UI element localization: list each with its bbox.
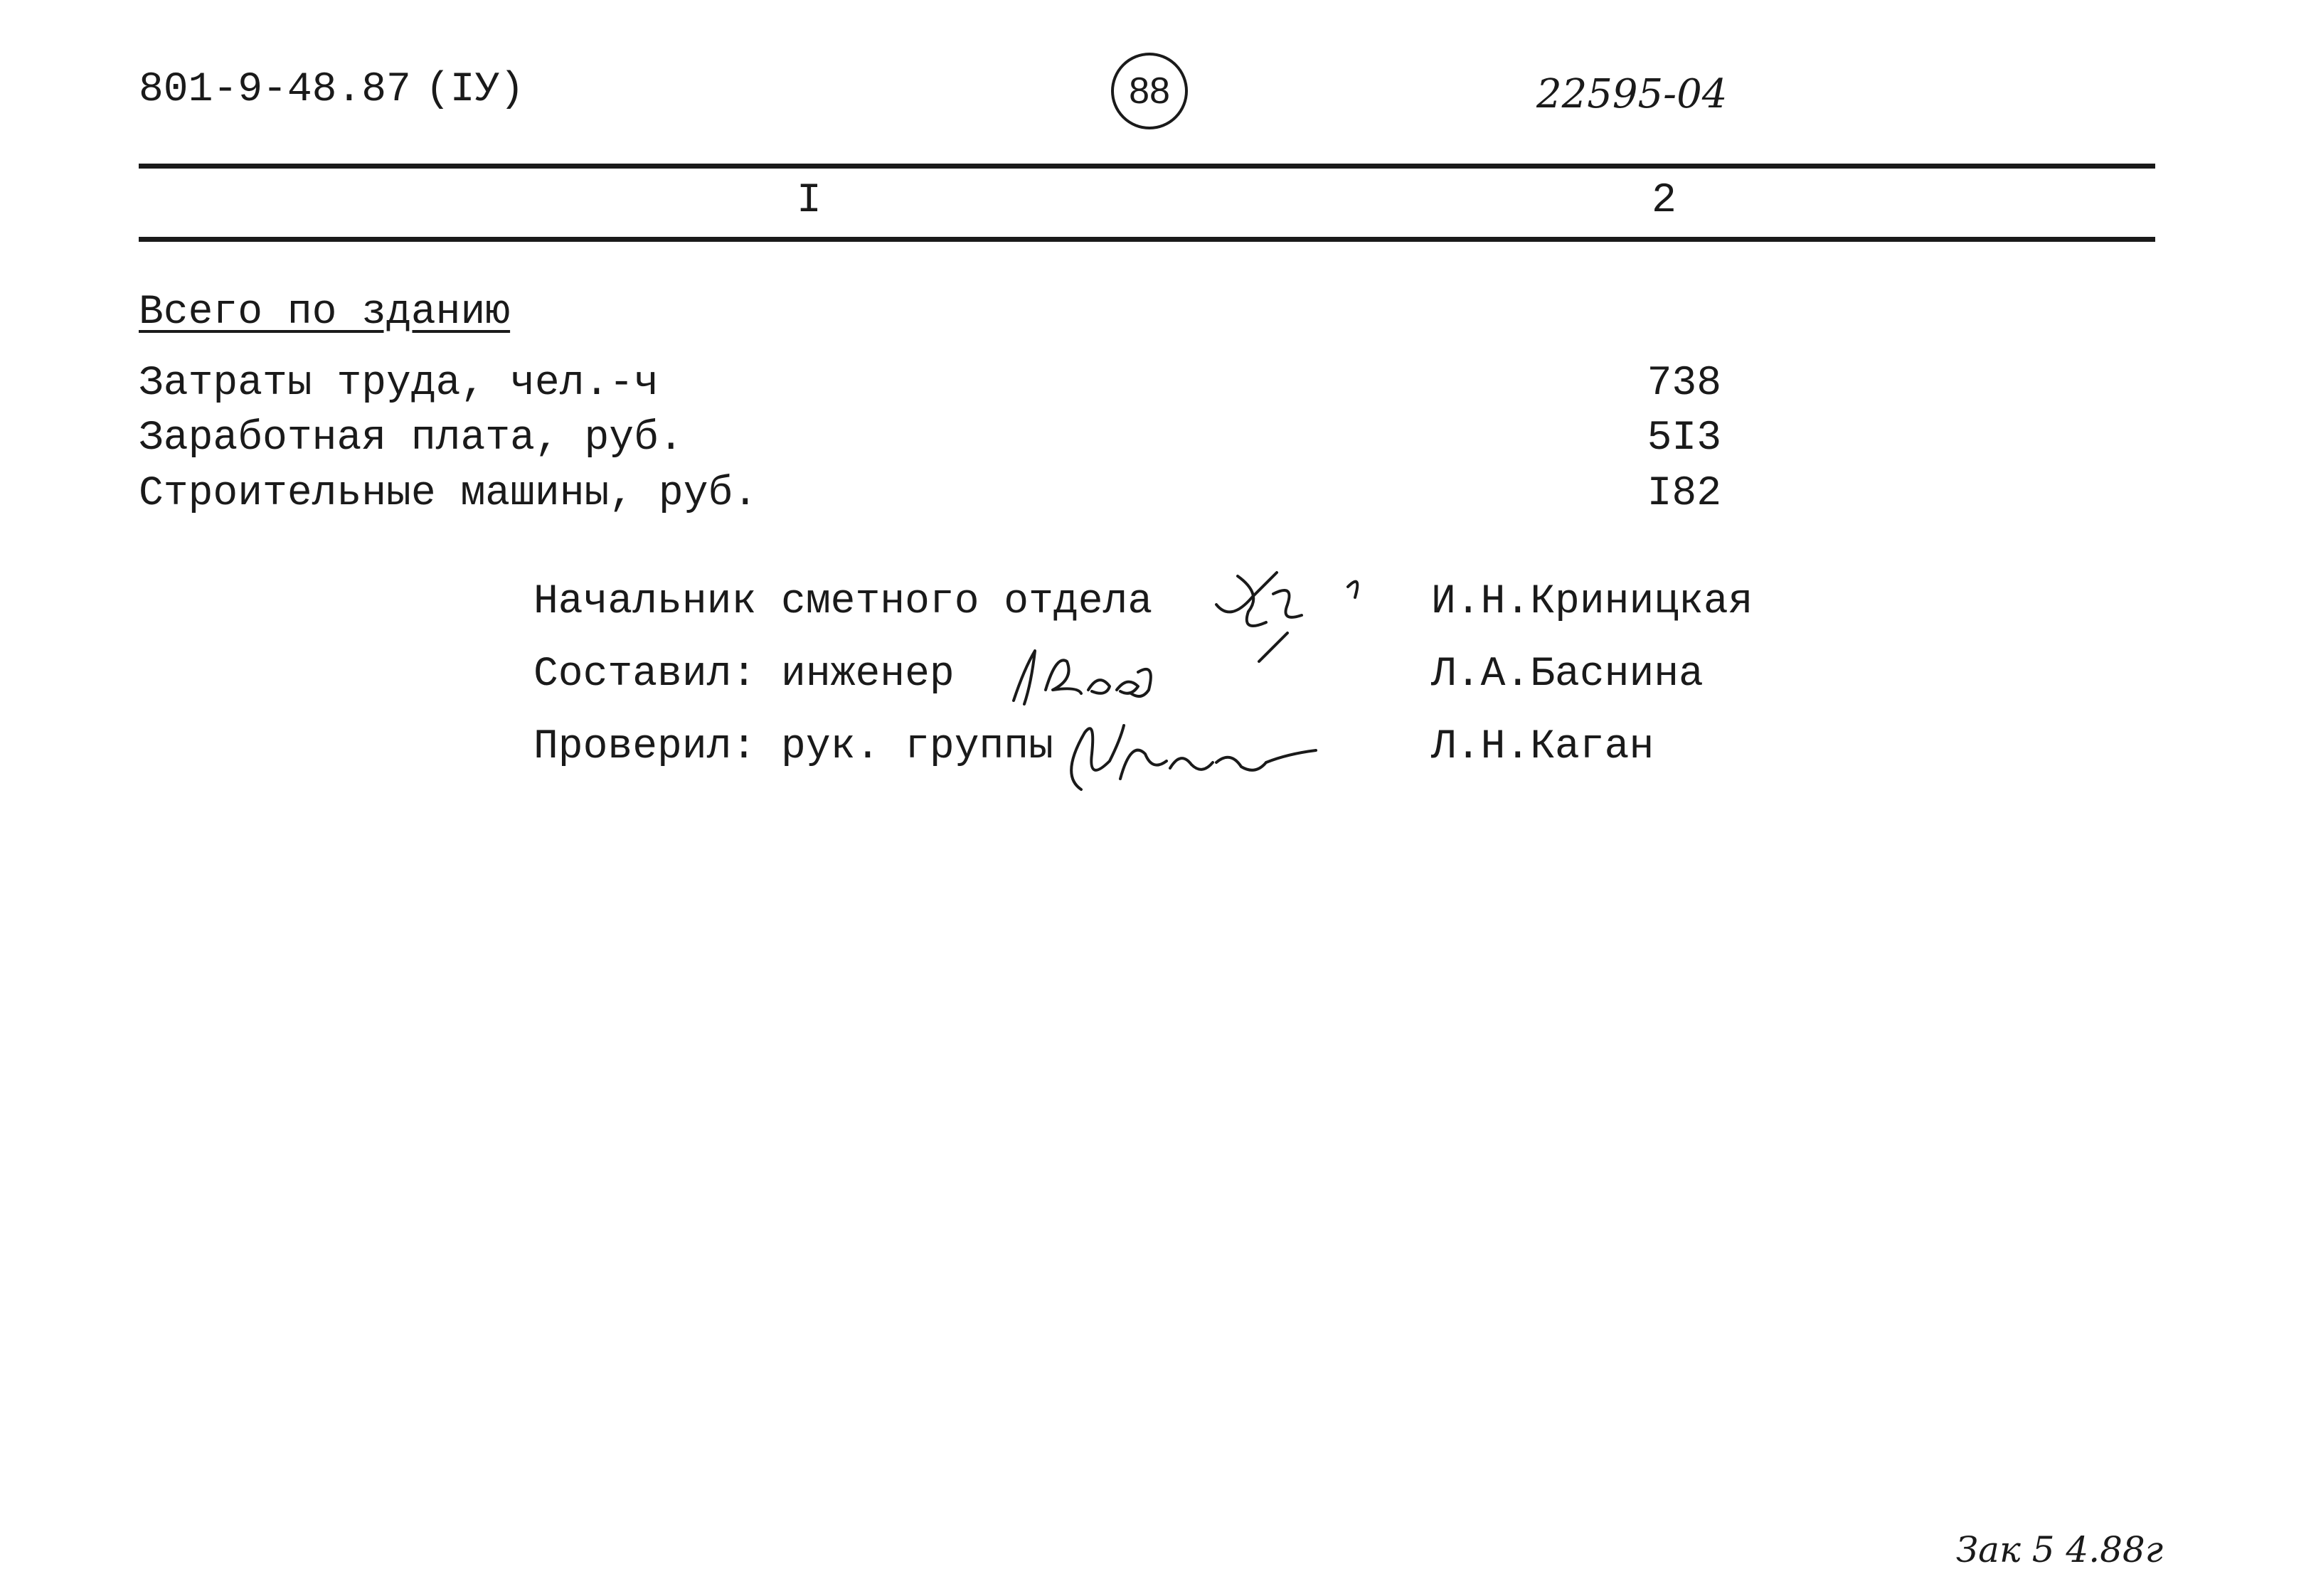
signature-role-head: Начальник сметного отдела: [533, 579, 1153, 625]
table-top-rule: [139, 164, 2155, 169]
row-value-machines: I82: [1647, 471, 1721, 517]
signature-name-head: И.Н.Криницкая: [1431, 579, 1753, 625]
handwritten-signature-head: [1209, 555, 1394, 669]
row-value-labor: 738: [1647, 361, 1721, 407]
document-code: 801-9-48.87: [139, 67, 411, 113]
document-part: (IУ): [425, 67, 525, 113]
handwritten-signature-checker: [1053, 711, 1323, 804]
column-header-2: 2: [1652, 178, 1677, 224]
page-number: 88: [1129, 70, 1170, 112]
row-label-machines: Строительные машины, руб.: [139, 471, 758, 517]
inventory-number: 22595-04: [1536, 71, 1728, 117]
row-label-labor: Затраты труда, чел.-ч: [139, 361, 659, 407]
signature-name-checker: Л.Н.Каган: [1431, 724, 1654, 770]
signature-role-compiler: Составил: инженер: [533, 651, 955, 698]
page-number-badge: [1111, 53, 1188, 129]
signature-role-checker: Проверил: рук. группы: [533, 724, 1053, 770]
table-header-rule: [139, 237, 2155, 242]
column-header-1: I: [797, 178, 822, 224]
signature-name-compiler: Л.А.Баснина: [1431, 651, 1704, 698]
section-title: Всего по зданию: [139, 289, 511, 336]
footer-handwritten-note: Зак 5 4.88г: [1956, 1529, 2164, 1570]
row-value-wages: 5I3: [1647, 415, 1721, 462]
row-label-wages: Заработная плата, руб.: [139, 415, 684, 462]
handwritten-signature-compiler: [1003, 640, 1167, 718]
